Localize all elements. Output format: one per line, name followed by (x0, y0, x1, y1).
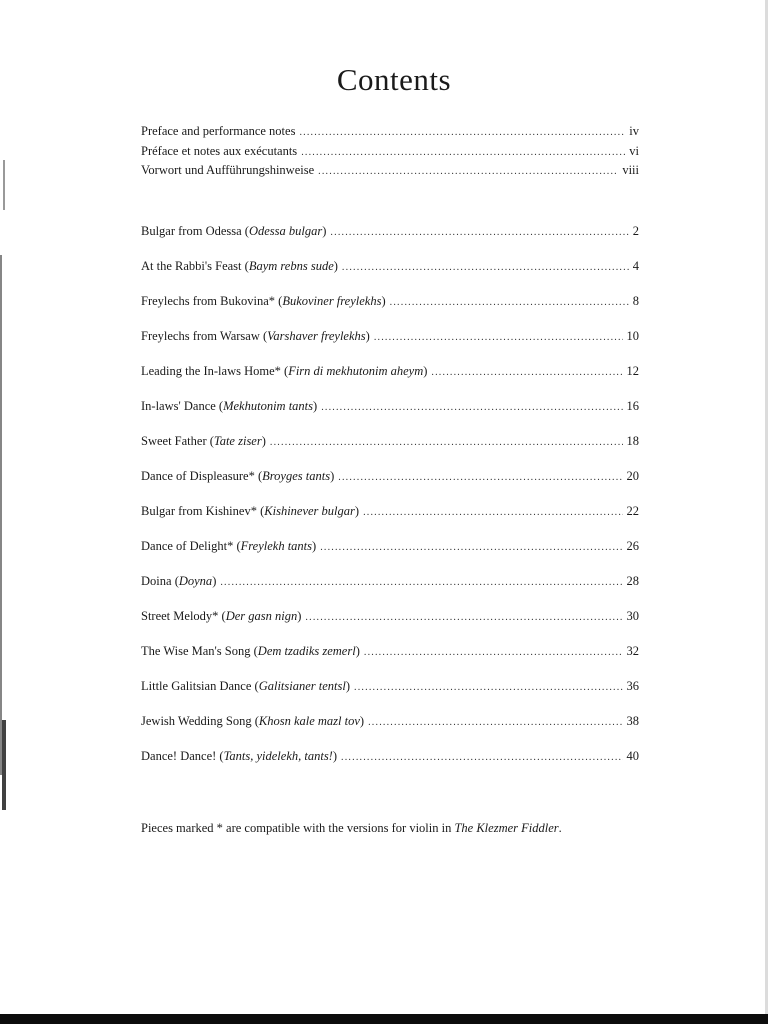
entry-page: iv (629, 124, 639, 138)
piece-title: Bulgar from Odessa (141, 224, 242, 238)
entry-label: Dance! Dance! (Tants, yidelekh, tants!) (141, 749, 338, 763)
entry-page: 28 (626, 574, 639, 588)
entry-page: 38 (626, 714, 639, 728)
toc-entry (141, 329, 639, 364)
entry-page: viii (622, 163, 639, 177)
leader-dots (270, 437, 623, 448)
piece-subtitle: Kishinever bulgar (264, 504, 355, 518)
entry-page: 10 (626, 329, 639, 343)
entry-label: Bulgar from Odessa (Odessa bulgar) (141, 224, 327, 238)
entry-label: Freylechs from Warsaw (Varshaver freylekhs) (141, 329, 370, 343)
toc-entry (141, 124, 639, 144)
entry-label: The Wise Man's Song (Dem tzadiks zemerl) (141, 644, 360, 658)
entry-page: 32 (626, 644, 639, 658)
piece-subtitle: Firn di mekhutonim aheym (288, 364, 424, 378)
leader-dots (368, 717, 622, 728)
footnote-end: . (558, 821, 562, 835)
piece-title: Freylechs from Bukovina* (141, 294, 276, 308)
entry-label: Doina (Doyna) (141, 574, 217, 588)
piece-title: Freylechs from Warsaw (141, 329, 260, 343)
entry-label: Freylechs from Bukovina* (Bukoviner freylekhs) (141, 294, 386, 308)
entry-label: Jewish Wedding Song (Khosn kale mazl tov) (141, 714, 365, 728)
entry-page: 4 (632, 259, 639, 273)
piece-subtitle: Bukoviner freylekhs (282, 294, 382, 308)
toc-entry (141, 679, 639, 714)
scan-edge-mark (2, 720, 6, 810)
leader-dots (354, 682, 622, 693)
leader-dots (342, 262, 629, 273)
entry-label: Leading the In-laws Home* (Firn di mekhutonim aheym) (141, 364, 428, 378)
entry-label: In-laws' Dance (Mekhutonim tants) (141, 399, 318, 413)
piece-subtitle: Tants, yidelekh, tants! (223, 749, 333, 763)
piece-subtitle: Tate ziser (213, 434, 262, 448)
piece-title: Leading the In-laws Home* (141, 364, 281, 378)
toc-entry (141, 714, 639, 749)
toc-entry (141, 399, 639, 434)
entry-page: 20 (626, 469, 639, 483)
leader-dots (338, 472, 622, 483)
piece-subtitle: Freylekh tants (240, 539, 313, 553)
entry-page: 26 (626, 539, 639, 553)
entry-page: 2 (632, 224, 639, 238)
scan-edge-bottom (0, 1014, 768, 1024)
entry-page: 16 (626, 399, 639, 413)
piece-title: In-laws' Dance (141, 399, 216, 413)
toc-entry (141, 364, 639, 399)
page-title: Contents (336, 62, 452, 97)
piece-subtitle: Varshaver freylekhs (267, 329, 366, 343)
leader-dots (305, 612, 622, 623)
leader-dots (330, 227, 628, 238)
toc-entry (141, 644, 639, 679)
piece-title: Little Galitsian Dance (141, 679, 252, 693)
toc-entry (141, 469, 639, 504)
pieces-list (141, 224, 639, 784)
footnote (141, 821, 562, 836)
piece-subtitle: Der gasn nign (225, 609, 298, 623)
piece-title: Bulgar from Kishinev* (141, 504, 257, 518)
leader-dots (374, 332, 623, 343)
entry-label: Little Galitsian Dance (Galitsianer tentsl) (141, 679, 351, 693)
piece-subtitle: Baym rebns sude (248, 259, 334, 273)
entry-label: Préface et notes aux exécutants (141, 143, 298, 158)
toc-entry (141, 259, 639, 294)
piece-subtitle: Doyna (178, 574, 213, 588)
entry-label: Bulgar from Kishinev* (Kishinever bulgar) (141, 504, 360, 518)
piece-title: Street Melody* (141, 609, 219, 623)
toc-entry (141, 574, 639, 609)
leader-dots (363, 507, 622, 518)
leader-dots (431, 367, 622, 378)
footnote-book-title: The Klezmer Fiddler (454, 821, 559, 835)
piece-title: Dance of Displeasure* (141, 469, 255, 483)
leader-dots (220, 577, 622, 588)
toc-entry (141, 749, 639, 784)
toc-entry (141, 294, 639, 329)
piece-subtitle: Mekhutonim tants (223, 399, 314, 413)
entry-page: 40 (626, 749, 639, 763)
toc-entry (141, 434, 639, 469)
toc-entry (141, 539, 639, 574)
leader-dots (321, 402, 622, 413)
toc-entry (141, 504, 639, 539)
piece-title: Jewish Wedding Song (141, 714, 252, 728)
entry-page: 8 (632, 294, 639, 308)
scan-edge-left (0, 255, 8, 775)
leader-dots (364, 647, 623, 658)
piece-subtitle: Khosn kale mazl tov (258, 714, 360, 728)
piece-subtitle: Odessa bulgar (248, 224, 323, 238)
entry-label: Vorwort und Aufführungshinweise (141, 163, 315, 177)
piece-title: At the Rabbi's Feast (141, 259, 242, 273)
leader-dots (390, 297, 629, 308)
leader-dots (341, 752, 622, 763)
piece-title: Dance! Dance! (141, 749, 217, 763)
entry-label: Preface and performance notes (141, 124, 296, 138)
entry-label: Dance of Delight* (Freylekh tants) (141, 539, 317, 553)
entry-label: Sweet Father (Tate ziser) (141, 434, 266, 448)
piece-subtitle: Broyges tants (262, 469, 331, 483)
footnote-text: Pieces marked * are compatible with the versions for violin in (141, 821, 455, 835)
piece-title: Sweet Father (141, 434, 207, 448)
entry-page: 30 (626, 609, 639, 623)
piece-title: The Wise Man's Song (141, 644, 251, 658)
entry-page: 36 (626, 679, 639, 693)
scan-edge-mark-top (3, 160, 5, 210)
piece-subtitle: Galitsianer tentsl (258, 679, 346, 693)
front-matter-list (141, 124, 639, 183)
toc-entry (141, 144, 639, 164)
piece-title: Dance of Delight* (141, 539, 234, 553)
entry-page: 18 (626, 434, 639, 448)
toc-entry (141, 609, 639, 644)
entry-page: vi (629, 143, 639, 158)
leader-dots (320, 542, 622, 553)
entry-label: Street Melody* (Der gasn nign) (141, 609, 302, 623)
leader-dots (299, 127, 625, 138)
toc-entry (141, 224, 639, 259)
leader-dots (318, 166, 618, 177)
entry-label: At the Rabbi's Feast (Baym rebns sude) (141, 259, 338, 273)
entry-label: Dance of Displeasure* (Broyges tants) (141, 469, 335, 483)
piece-title: Doina (141, 574, 172, 588)
toc-entry (141, 163, 639, 183)
leader-dots (301, 147, 625, 158)
entry-page: 22 (626, 504, 639, 518)
piece-subtitle: Dem tzadiks zemerl (257, 644, 356, 658)
entry-page: 12 (626, 364, 639, 378)
